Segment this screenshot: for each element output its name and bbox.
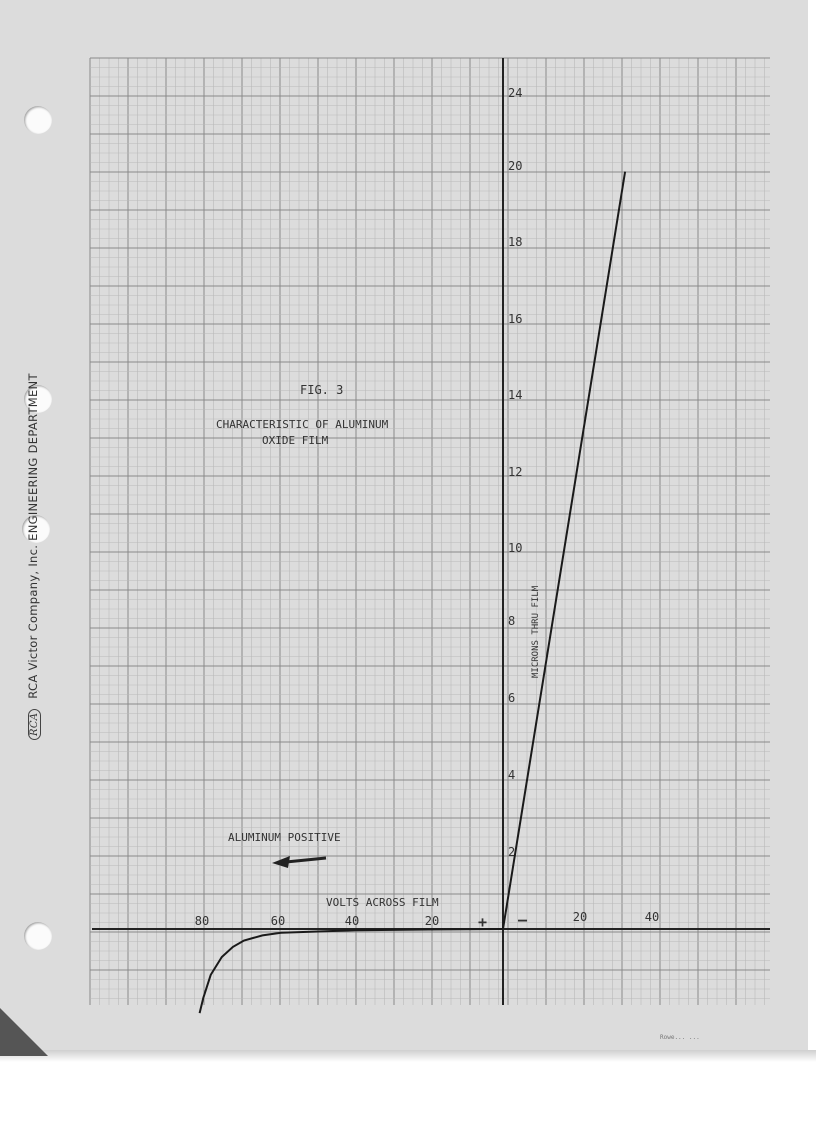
- x-tick-label: 20: [572, 910, 588, 924]
- x-axis-label: VOLTS ACROSS FILM: [326, 896, 439, 909]
- y-axis-label: MICRONS THRU FILM: [531, 585, 541, 678]
- chart-title: FIG. 3: [300, 383, 344, 397]
- y-tick-label: 24: [508, 86, 523, 100]
- y-tick-label: 6: [508, 691, 516, 705]
- y-tick-label: 20: [508, 159, 523, 173]
- sign-plus: +: [478, 913, 488, 931]
- x-tick-label: 60: [270, 914, 286, 928]
- y-tick-label: 2: [508, 845, 516, 859]
- arrowhead: [272, 856, 290, 868]
- x-tick-label: 20: [424, 914, 440, 928]
- chart-axes: [92, 58, 770, 1005]
- chart-curves: [200, 172, 625, 1014]
- y-tick-label: 14: [508, 388, 523, 402]
- x-tick-label: 80: [194, 914, 210, 928]
- x-tick-label: 40: [644, 910, 660, 924]
- x-tick-label: 40: [344, 914, 360, 928]
- y-tick-label: 8: [508, 614, 516, 628]
- footer-note: Rowe... ...: [660, 1034, 700, 1041]
- y-tick-label: 12: [508, 465, 523, 479]
- chart-subtitle-line2: OXIDE FILM: [262, 434, 329, 447]
- y-tick-label: 18: [508, 235, 523, 249]
- arrow-left-icon: [286, 858, 326, 862]
- company-logo: RCA: [28, 709, 41, 740]
- tick-labels: [195, 86, 659, 928]
- y-tick-label: 16: [508, 312, 523, 326]
- company-name: RCA Victor Company, Inc. ENGINEERING DEPARTMENT: [26, 373, 40, 699]
- graph-grid: [90, 58, 770, 1005]
- annotation-aluminum-positive: ALUMINUM POSITIVE: [228, 831, 341, 844]
- sign-minus: –: [518, 911, 528, 929]
- y-tick-label: 4: [508, 768, 516, 782]
- chart-subtitle-line1: CHARACTERISTIC OF ALUMINUM: [216, 418, 389, 431]
- y-tick-label: 10: [508, 541, 523, 555]
